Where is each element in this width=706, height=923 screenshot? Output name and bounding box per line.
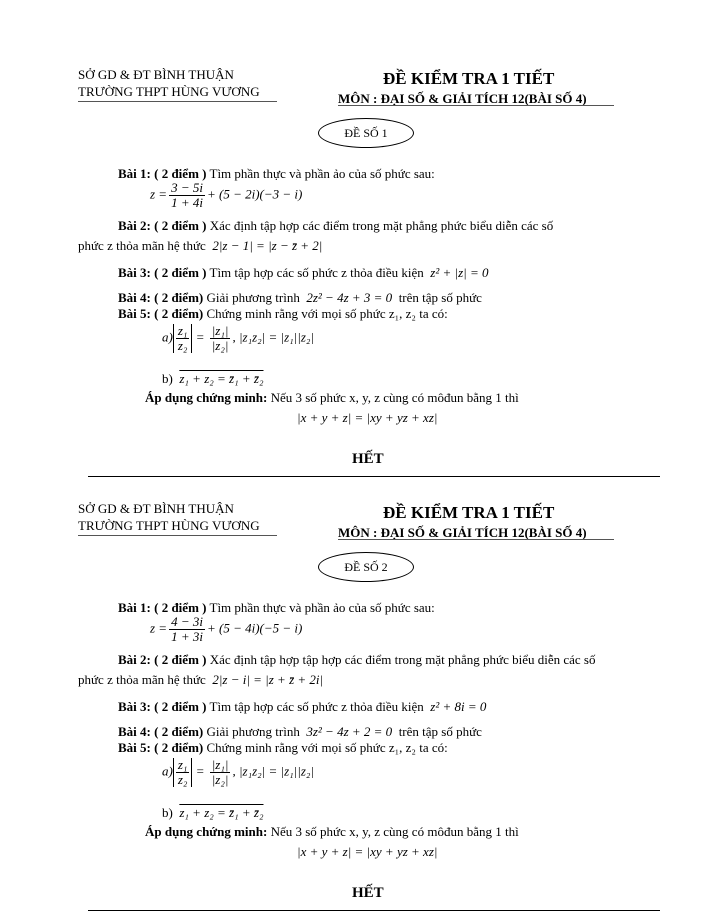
part-a: a) $\frac{\text{z₁}}{\text{z₂}}$ = $\frac{\text{|z₁|}}{\text{|z₂|}}$ , |z₁z₂| = |z₁||z₂| bbox=[162, 757, 314, 787]
apply-text: Nếu 3 số phức x, y, z cùng có môđun bằng 1 thì bbox=[270, 390, 519, 405]
apply-label: Áp dụng chứng minh: bbox=[145, 390, 268, 405]
denominator: 1 + 4i bbox=[171, 195, 203, 210]
end-label: HẾT bbox=[352, 885, 384, 901]
part-a: a) $\frac{\text{z₁}}{\text{z₂}}$ = $\frac{\text{|z₁|}}{\text{|z₂|}}$ , |z₁z₂| = |z₁||z₂| bbox=[162, 323, 314, 353]
problem-b3 bbox=[118, 699, 486, 715]
apply-formula: |x + y + z| = |xy + yz + xz| bbox=[297, 844, 438, 859]
problem-label: Bài 2: bbox=[118, 652, 151, 667]
header-right-underline bbox=[338, 539, 614, 540]
header-left-underline bbox=[78, 101, 277, 102]
formula: z² + 8i = 0 bbox=[430, 699, 487, 714]
formula-lhs: z = bbox=[150, 620, 168, 636]
problem-text: Tìm tập hợp các số phức z thỏa điều kiện bbox=[209, 699, 424, 714]
problem-label: Bài 4: bbox=[118, 724, 151, 739]
problem-label: Bài 5: bbox=[118, 740, 151, 755]
problem-text: Xác định tập hợp tập hợp các điểm trong mặt phẳng phức biểu diễn các số bbox=[209, 652, 596, 667]
problem-label: Bài 2: bbox=[118, 218, 151, 233]
problem-text: Tìm tập hợp các số phức z thỏa điều kiện bbox=[209, 265, 424, 280]
formula: z₁ + z₂ = z̄₁ + z̄₂ bbox=[179, 371, 264, 386]
header-right-underline bbox=[338, 105, 614, 106]
part-label: a) bbox=[162, 763, 173, 779]
problem-b2 bbox=[118, 218, 553, 234]
dept-name: SỞ GD & ĐT BÌNH THUẬN bbox=[78, 67, 234, 82]
formula bbox=[150, 181, 302, 210]
apply-label: Áp dụng chứng minh: bbox=[145, 824, 268, 839]
formula-rest: + (5 − 2i)(−3 − i) bbox=[206, 186, 303, 202]
problem-label: Bài 1: bbox=[118, 166, 151, 181]
numerator: z₁ bbox=[177, 323, 188, 338]
problem-label: Bài 4: bbox=[118, 290, 151, 305]
part-label: b) bbox=[162, 371, 173, 386]
part-b bbox=[162, 371, 263, 387]
application bbox=[145, 824, 519, 840]
denominator: z₂ bbox=[177, 338, 188, 353]
problem-points: ( 2 điểm) bbox=[154, 740, 204, 755]
formula: z² + |z| = 0 bbox=[430, 265, 489, 280]
formula: 2|z − i| = |z + z̄ + 2i| bbox=[212, 672, 324, 687]
problem-text: Xác định tập hợp các điểm trong mặt phẳng phức biểu diễn các số bbox=[209, 218, 554, 233]
formula-rest: + (5 − 4i)(−5 − i) bbox=[206, 620, 303, 636]
numerator: z₁ bbox=[177, 757, 188, 772]
problem-b2 bbox=[118, 652, 596, 668]
problem-points: ( 2 điểm ) bbox=[154, 652, 207, 667]
exam-subject: MÔN : ĐẠI SỐ & GIẢI TÍCH 12(BÀI SỐ 4) bbox=[338, 525, 587, 540]
problem-text: trên tập số phức bbox=[398, 724, 482, 739]
problem-text: phức z thỏa mãn hệ thức bbox=[78, 238, 206, 253]
problem-text: phức z thỏa mãn hệ thức bbox=[78, 672, 206, 687]
problem-points: ( 2 điểm ) bbox=[154, 265, 207, 280]
problem-b5 bbox=[118, 306, 448, 322]
problem-text: Chứng minh rằng với mọi số phức z₁, z₂ ta có: bbox=[206, 306, 448, 321]
formula-rest: , |z₁z₂| = |z₁||z₂| bbox=[232, 329, 314, 345]
problem-b1 bbox=[118, 166, 435, 182]
exam-title: ĐỀ KIỂM TRA 1 TIẾT bbox=[383, 69, 555, 88]
problem-points: ( 2 điểm ) bbox=[154, 600, 207, 615]
problem-b5 bbox=[118, 740, 448, 756]
formula: 2z² − 4z + 3 = 0 bbox=[306, 290, 393, 305]
problem-2-line2 bbox=[78, 672, 323, 688]
problem-text: Tìm phần thực và phần ảo của số phức sau: bbox=[209, 600, 435, 615]
exam-2 bbox=[0, 501, 706, 923]
formula: 2|z − 1| = |z − z̄ + 2| bbox=[212, 238, 323, 253]
divider bbox=[88, 910, 660, 911]
problem-label: Bài 3: bbox=[118, 699, 151, 714]
problem-points: ( 2 điểm) bbox=[154, 724, 204, 739]
problem-points: ( 2 điểm) bbox=[154, 290, 204, 305]
numerator: |z₁| bbox=[211, 757, 229, 772]
exam-label: ĐỀ SỐ 2 bbox=[318, 552, 414, 582]
exam-label: ĐỀ SỐ 1 bbox=[318, 118, 414, 148]
application bbox=[145, 390, 519, 406]
formula-rest: , |z₁z₂| = |z₁||z₂| bbox=[232, 763, 314, 779]
problem-2-line2 bbox=[78, 238, 322, 254]
numerator: |z₁| bbox=[211, 323, 229, 338]
school-name: TRƯỜNG THPT HÙNG VƯƠNG bbox=[78, 518, 260, 533]
header-left-underline bbox=[78, 535, 277, 536]
formula bbox=[150, 615, 302, 644]
part-label: a) bbox=[162, 329, 173, 345]
problem-points: ( 2 điểm ) bbox=[154, 699, 207, 714]
apply-text: Nếu 3 số phức x, y, z cùng có môđun bằng 1 thì bbox=[270, 824, 519, 839]
problem-points: ( 2 điểm ) bbox=[154, 218, 207, 233]
problem-label: Bài 5: bbox=[118, 306, 151, 321]
school-name: TRƯỜNG THPT HÙNG VƯƠNG bbox=[78, 84, 260, 99]
problem-text: Chứng minh rằng với mọi số phức z₁, z₂ ta có: bbox=[206, 740, 448, 755]
problem-points: ( 2 điểm) bbox=[154, 306, 204, 321]
problem-text: Tìm phần thực và phần ảo của số phức sau: bbox=[209, 166, 435, 181]
part-b bbox=[162, 805, 263, 821]
formula-lhs: z = bbox=[150, 186, 168, 202]
denominator: 1 + 3i bbox=[171, 629, 203, 644]
denominator: |z₂| bbox=[211, 338, 229, 353]
problem-b4 bbox=[118, 290, 482, 306]
problem-text: Giải phương trình bbox=[206, 290, 300, 305]
exam-1 bbox=[0, 67, 706, 505]
problem-text: Giải phương trình bbox=[206, 724, 300, 739]
exam-title: ĐỀ KIỂM TRA 1 TIẾT bbox=[383, 503, 555, 522]
problem-b3 bbox=[118, 265, 489, 281]
denominator: |z₂| bbox=[211, 772, 229, 787]
dept-name: SỞ GD & ĐT BÌNH THUẬN bbox=[78, 501, 234, 516]
numerator: 3 − 5i bbox=[171, 180, 203, 195]
numerator: 4 − 3i bbox=[171, 614, 203, 629]
problem-b4 bbox=[118, 724, 482, 740]
problem-points: ( 2 điểm ) bbox=[154, 166, 207, 181]
problem-b1 bbox=[118, 600, 435, 616]
formula: 3z² − 4z + 2 = 0 bbox=[306, 724, 393, 739]
part-label: b) bbox=[162, 805, 173, 820]
exam-subject: MÔN : ĐẠI SỐ & GIẢI TÍCH 12(BÀI SỐ 4) bbox=[338, 91, 587, 106]
problem-label: Bài 1: bbox=[118, 600, 151, 615]
end-label: HẾT bbox=[352, 451, 384, 467]
apply-formula: |x + y + z| = |xy + yz + xz| bbox=[297, 410, 438, 425]
formula: z₁ + z₂ = z̄₁ + z̄₂ bbox=[179, 805, 264, 820]
problem-text: trên tập số phức bbox=[398, 290, 482, 305]
denominator: z₂ bbox=[177, 772, 188, 787]
divider bbox=[88, 476, 660, 477]
problem-label: Bài 3: bbox=[118, 265, 151, 280]
